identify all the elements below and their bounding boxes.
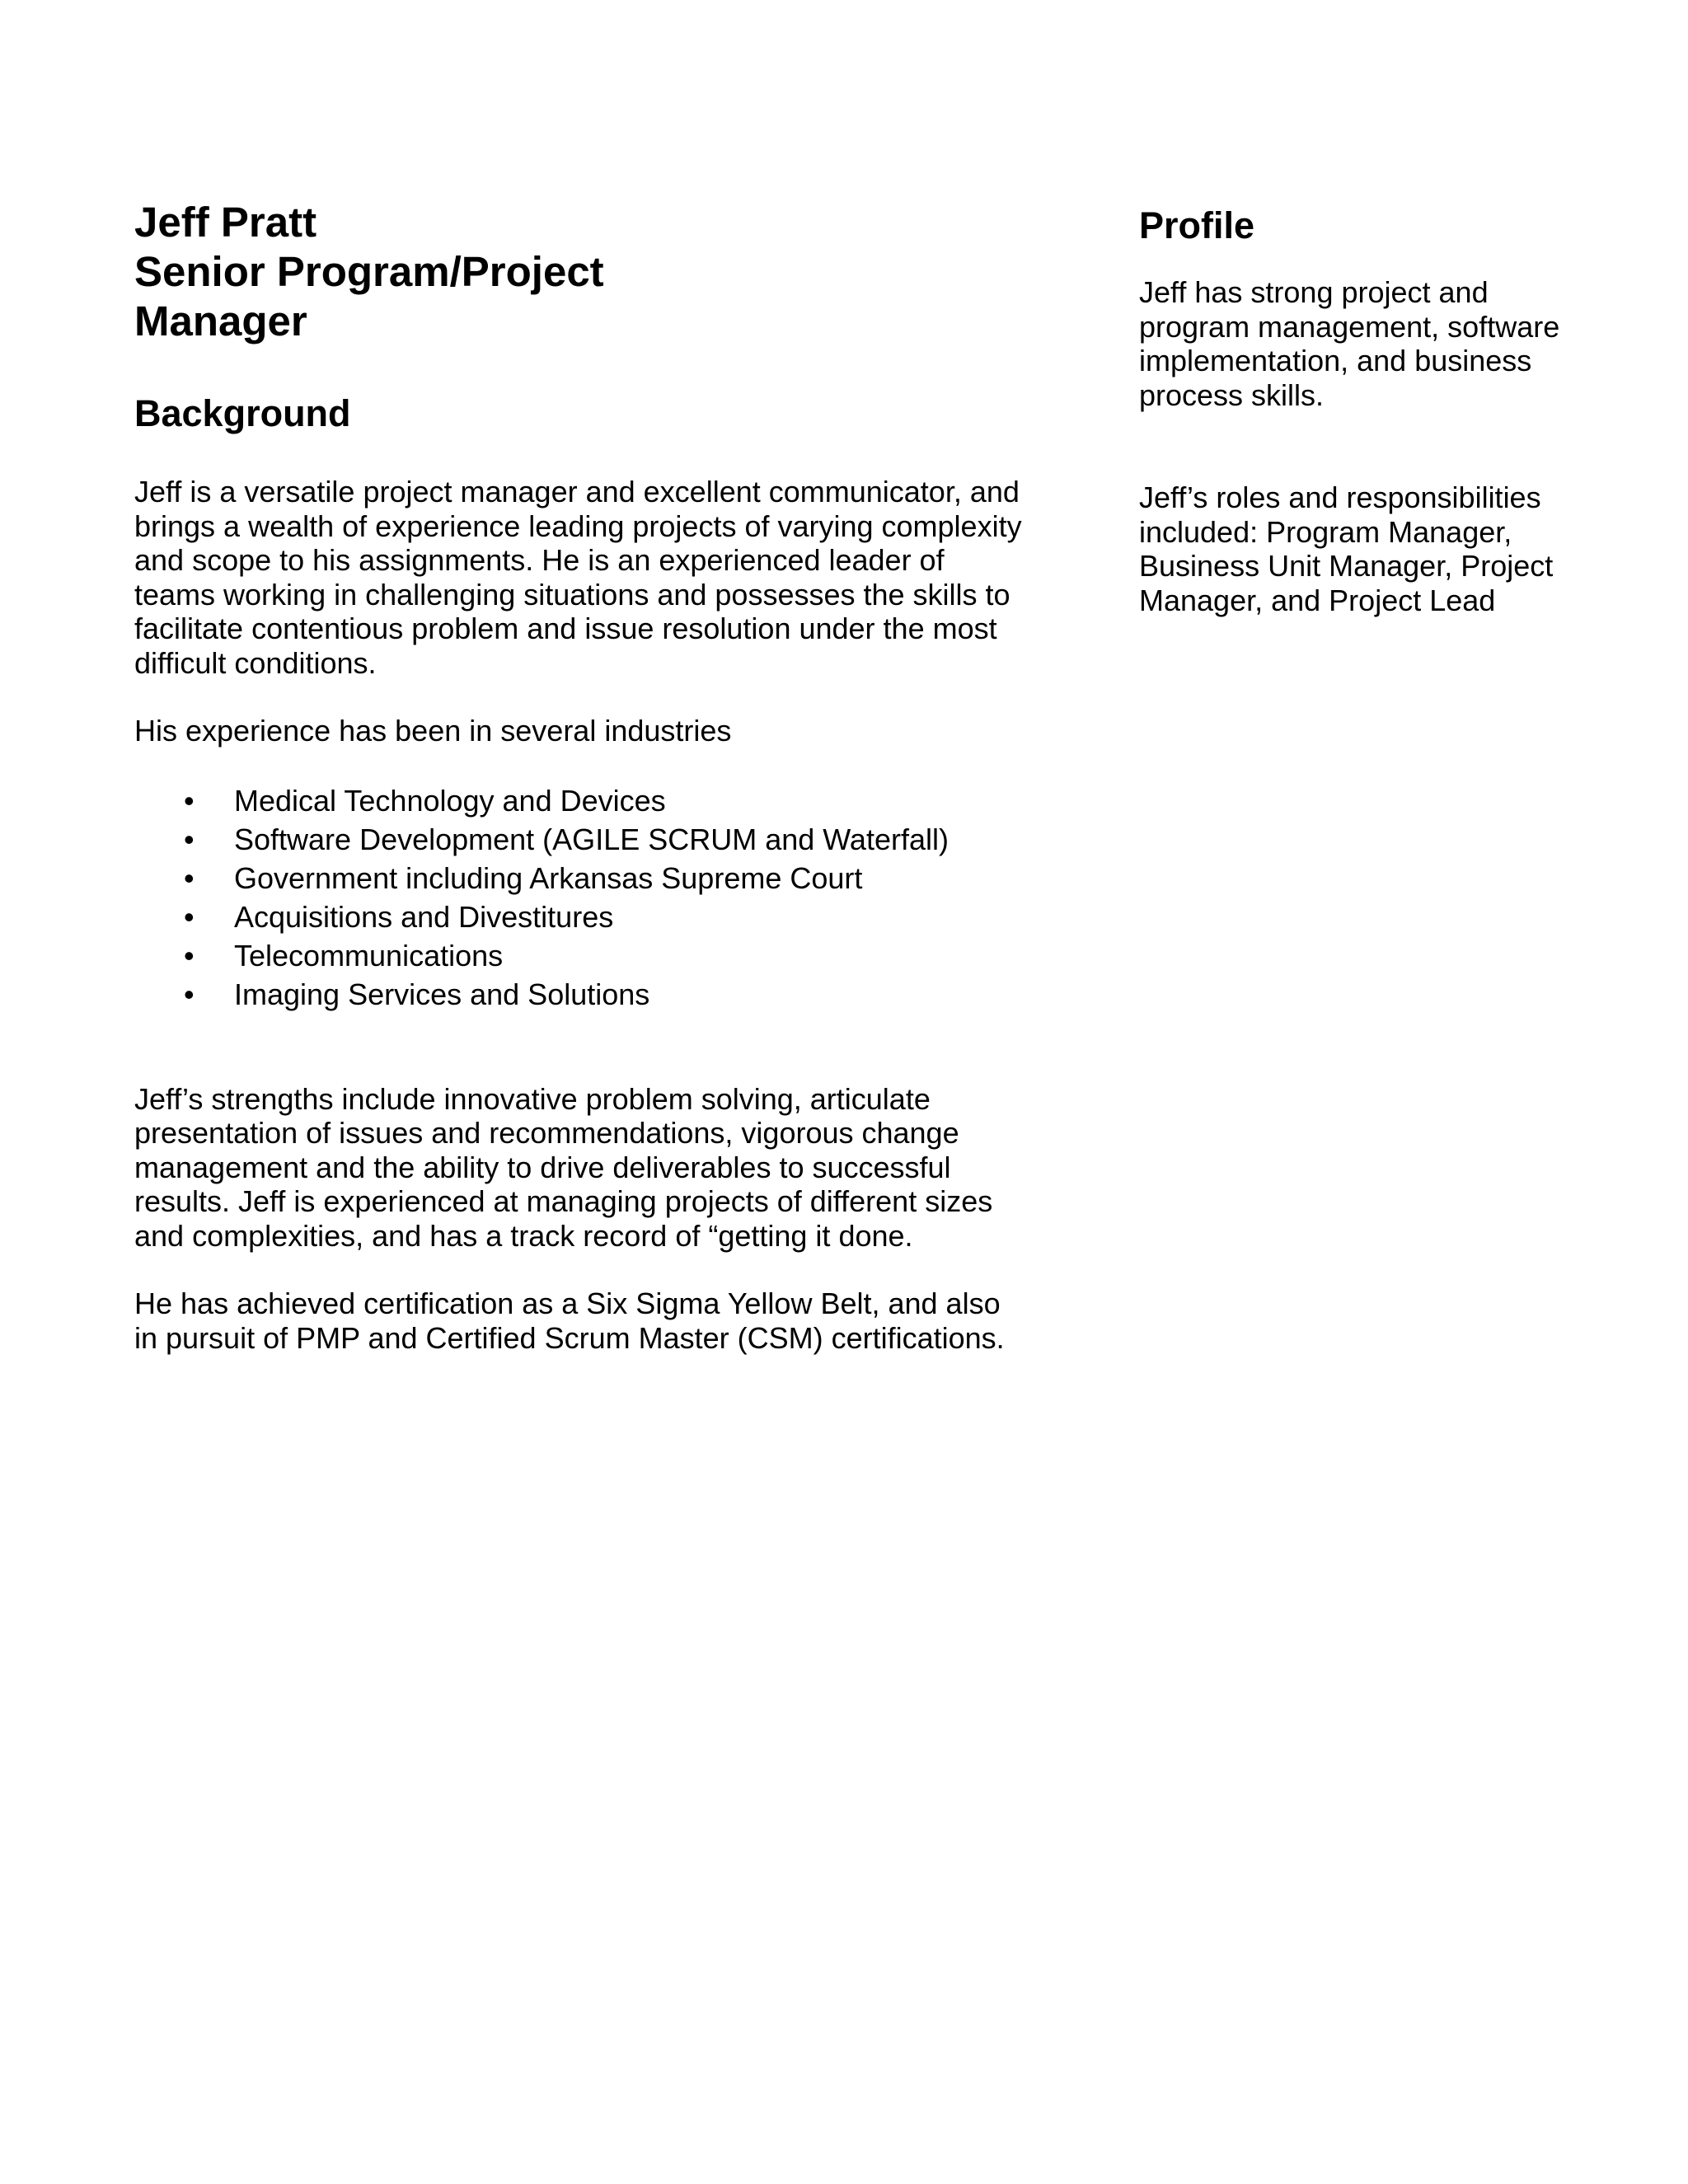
list-item <box>134 781 1025 820</box>
list-item-label: Acquisitions and Divestitures <box>234 899 614 934</box>
job-title-line-1: Senior Program/Project <box>134 248 604 295</box>
list-item-label: Software Development (AGILE SCRUM and Waterfall) <box>234 822 949 856</box>
bullet-icon: • <box>184 822 195 856</box>
job-title-line-2: Manager <box>134 298 307 344</box>
list-item <box>134 898 1025 936</box>
resume-header <box>134 198 1025 346</box>
profile-roles-paragraph: Jeff’s roles and responsibilities included: Program Manager, Business Unit Manager, Project Manager, and Project Lead <box>1139 480 1554 617</box>
profile-heading: Profile <box>1139 204 1255 246</box>
strengths-paragraph: Jeff’s strengths include innovative problem solving, articulate presentation of issues and recommendations, vigorous change management and the ability to drive deliverables to successful results. Jeff is experienced at managing projects of different sizes and complexities, and has a track record of “getting it done. <box>134 1081 993 1253</box>
main-column <box>134 198 1025 1355</box>
list-item <box>134 936 1025 975</box>
bullet-icon: • <box>184 938 195 972</box>
background-heading: Background <box>134 392 351 434</box>
list-item-label: Telecommunications <box>234 938 504 972</box>
certification-paragraph: He has achieved certification as a Six Sigma Yellow Belt, and also in pursuit of PMP and Certified Scrum Master (CSM) certifications. <box>134 1286 1005 1355</box>
industries-intro-paragraph: His experience has been in several industries <box>134 714 732 748</box>
bullet-icon: • <box>184 899 195 934</box>
bullet-icon: • <box>184 860 195 895</box>
industries-list <box>134 781 1025 1014</box>
person-name: Jeff Pratt <box>134 199 317 246</box>
list-item <box>134 820 1025 859</box>
background-intro-paragraph: Jeff is a versatile project manager and excellent communicator, and brings a wealth of experience leading projects of varying complexity and scope to his assignments. He is an experienced leader of teams working in challenging situations and possesses the skills to facilitate contentious problem and issue resolution under the most difficult conditions. <box>134 475 1022 680</box>
profile-sidebar <box>1139 203 1601 617</box>
list-item-label: Imaging Services and Solutions <box>234 977 650 1011</box>
list-item <box>134 975 1025 1014</box>
list-item-label: Government including Arkansas Supreme Court <box>234 860 863 895</box>
profile-summary-paragraph: Jeff has strong project and program management, software implementation, and business process skills. <box>1139 275 1560 412</box>
bullet-icon: • <box>184 783 195 818</box>
list-item <box>134 859 1025 898</box>
bullet-icon: • <box>184 977 195 1011</box>
list-item-label: Medical Technology and Devices <box>234 783 666 818</box>
